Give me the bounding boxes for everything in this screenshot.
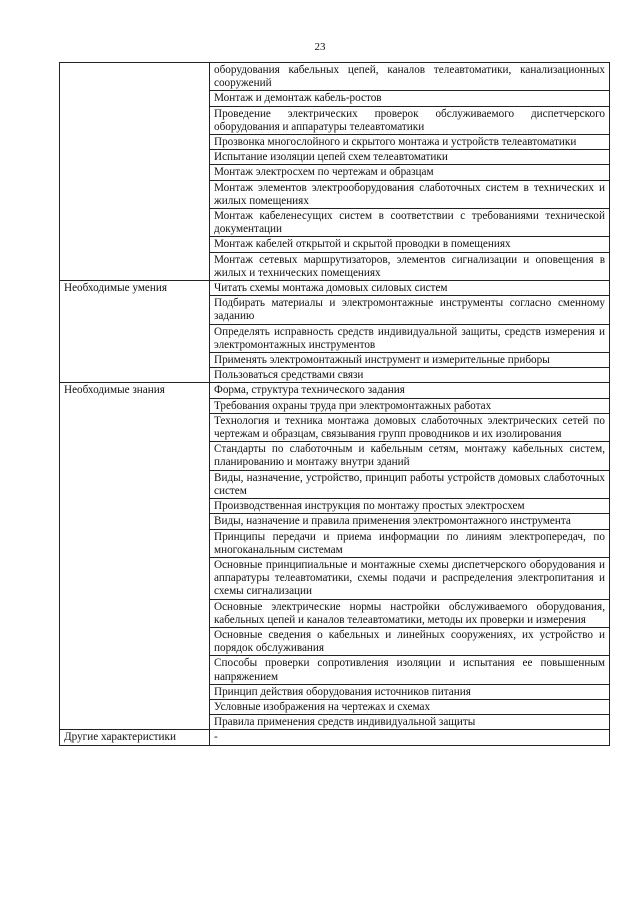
table-cell-item: Читать схемы монтажа домовых силовых систем [210,281,610,296]
table-cell-item: Подбирать материалы и электромонтажные инструменты согласно сменному заданию [210,296,610,324]
page-number: 23 [314,41,326,53]
table-cell-item: Основные сведения о кабельных и линейных сооружениях, их устройство и порядок обслуживания [210,627,610,655]
table-cell-item: Виды, назначение и правила применения электромонтажного инструмента [210,514,610,529]
table-row [60,281,610,296]
section-label: Необходимые умения [60,281,210,383]
section-label: Другие характеристики [60,730,210,745]
table-cell-item: Технология и техника монтажа домовых слаботочных электрических сетей по чертежам и образцам, связывания групп проводников и их изолирования [210,413,610,441]
table-cell-item: Определять исправность средств индивидуальной защиты, средств измерения и электромонтажных инструментов [210,324,610,352]
table-cell-item: Требования охраны труда при электромонтажных работах [210,398,610,413]
table-cell-item: - [210,730,610,745]
table-row [60,383,610,398]
table-cell-item: оборудования кабельных цепей, каналов телеавтоматики, канализационных сооружений [210,63,610,91]
table-cell-item: Правила применения средств индивидуальной защиты [210,715,610,730]
table-row [60,730,610,745]
table-cell-item: Испытание изоляции цепей схем телеавтоматики [210,150,610,165]
table-cell-item: Основные принципиальные и монтажные схемы диспетчерского оборудования и аппаратуры телеавтоматики, схемы подачи и распределения электропитания и схемы сигнализации [210,557,610,599]
table-row [60,63,610,91]
table-cell-item: Виды, назначение, устройство, принцип работы устройств домовых слаботочных систем [210,470,610,498]
table-cell-item: Монтаж элементов электрооборудования слаботочных систем в технических и жилых помещениях [210,180,610,208]
table-cell-item: Монтаж и демонтаж кабель-ростов [210,91,610,106]
section-label [60,63,210,281]
table-cell-item: Принцип действия оборудования источников питания [210,684,610,699]
table-cell-item: Форма, структура технического задания [210,383,610,398]
table-cell-item: Монтаж сетевых маршрутизаторов, элементов сигнализации и оповещения в жилых и технических помещениях [210,252,610,280]
table-cell-item: Основные электрические нормы настройки обслуживаемого оборудования, кабельных цепей и каналов телеавтоматики, методы их проверки и измерения [210,599,610,627]
table-cell-item: Монтаж кабелей открытой и скрытой проводки в помещениях [210,237,610,252]
labor-functions-table [59,62,610,746]
section-label: Необходимые знания [60,383,210,730]
table-cell-item: Применять электромонтажный инструмент и измерительные приборы [210,353,610,368]
table-cell-item: Принципы передачи и приема информации по линиям электропередач, по многоканальным системам [210,529,610,557]
table-cell-item: Монтаж кабеленесущих систем в соответствии с требованиями технической документации [210,209,610,237]
table-cell-item: Пользоваться средствами связи [210,368,610,383]
table-cell-item: Стандарты по слаботочным и кабельным сетям, монтажу кабельных систем, планированию и монтажу внутри зданий [210,442,610,470]
table-cell-item: Условные изображения на чертежах и схемах [210,699,610,714]
table-cell-item: Способы проверки сопротивления изоляции и испытания ее повышенным напряжением [210,656,610,684]
table-cell-item: Монтаж электросхем по чертежам и образцам [210,165,610,180]
table-cell-item: Производственная инструкция по монтажу простых электросхем [210,499,610,514]
table-body [60,63,610,746]
table-cell-item: Проведение электрических проверок обслуживаемого диспетчерского оборудования и аппаратуры телеавтоматики [210,106,610,134]
table-cell-item: Прозвонка многослойного и скрытого монтажа и устройств телеавтоматики [210,135,610,150]
